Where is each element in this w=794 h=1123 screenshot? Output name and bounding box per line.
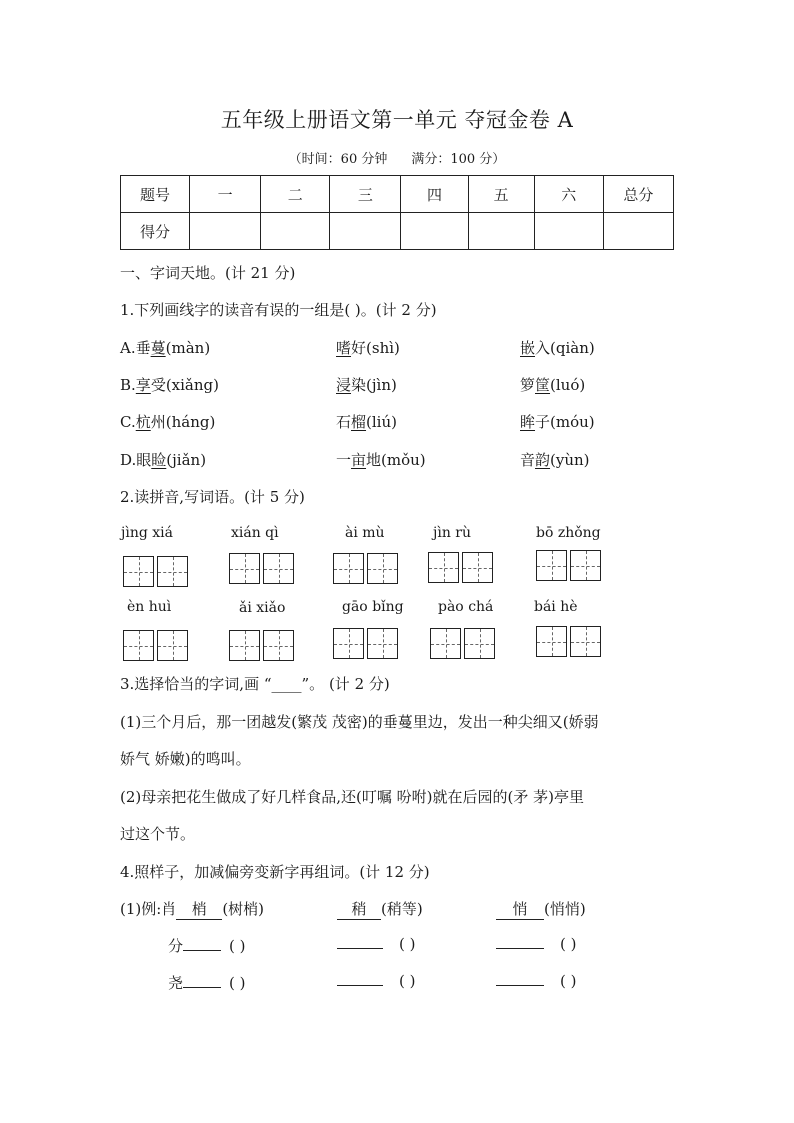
underlined-char: 韵 (535, 451, 551, 469)
question-1-stem: 1.下列画线字的读音有误的一组是( )。(计 2 分) (120, 301, 437, 319)
pinyin-label: ǎi xiǎo (239, 600, 286, 616)
exercise-row (168, 972, 246, 993)
section-heading: 一、字词天地。(计 21 分) (120, 264, 296, 282)
writing-cell[interactable] (229, 630, 260, 661)
underlined-char: 蔓 (150, 339, 166, 357)
writing-grid[interactable] (430, 628, 495, 659)
word-text: 州(háng) (150, 413, 216, 431)
page-title: 五年级上册语文第一单元 夺冠金卷 A (220, 108, 574, 132)
underlined-char: 榴 (351, 413, 367, 431)
score-table-row (121, 213, 674, 250)
pinyin-label: xián qì (231, 525, 279, 541)
word-text: (màn) (165, 339, 211, 357)
writing-grid[interactable] (536, 550, 601, 581)
score-cell[interactable] (190, 213, 261, 250)
score-cell[interactable] (330, 213, 401, 250)
answer-blank[interactable] (496, 948, 544, 949)
underlined-char: 杭 (135, 413, 151, 431)
exercise-row (496, 935, 576, 953)
writing-grid[interactable] (333, 628, 398, 659)
example-phrase: (树梢) (222, 900, 265, 918)
base-char: 分 (168, 937, 184, 955)
example-phrase: (悄悄) (544, 900, 586, 918)
example-label: (1)例:肖 (120, 900, 177, 918)
underlined-char: 嵌 (520, 339, 536, 357)
writing-cell[interactable] (157, 556, 188, 587)
option-item[interactable] (120, 449, 206, 470)
score-header-cell: 三 (330, 176, 401, 213)
score-header-cell: 五 (468, 176, 534, 213)
pinyin-label: pào chá (438, 599, 494, 615)
answer-blank[interactable] (337, 948, 383, 949)
writing-cell[interactable] (263, 630, 294, 661)
score-header-cell: 六 (534, 176, 603, 213)
option-letter: B. (120, 376, 136, 394)
writing-cell[interactable] (367, 553, 398, 584)
question-3-line: (2)母亲把花生做成了好几样食品,还(叮嘱 吩咐)就在后园的(矛 茅)亭里 (120, 788, 584, 806)
word-text: 箩 (520, 376, 536, 394)
option-letter: D. (120, 451, 137, 469)
writing-cell[interactable] (229, 553, 260, 584)
writing-cell[interactable] (462, 552, 493, 583)
answer-paren[interactable]: ( ) (399, 935, 416, 953)
option-letter: A. (120, 339, 136, 357)
score-table-header-row (121, 176, 674, 213)
pinyin-label: jìn rù (433, 525, 471, 541)
example-phrase: (稍等) (381, 900, 423, 918)
score-header-cell: 总分 (603, 176, 673, 213)
question-3-stem: 3.选择恰当的字词,画 “____”。 (计 2 分) (120, 675, 390, 693)
answer-blank[interactable] (337, 985, 383, 986)
answer-blank[interactable] (183, 950, 221, 951)
writing-cell[interactable] (333, 628, 364, 659)
writing-cell[interactable] (367, 628, 398, 659)
score-cell[interactable] (603, 213, 673, 250)
base-char: 尧 (168, 974, 184, 992)
answer-blank[interactable] (183, 987, 221, 988)
example-row (120, 898, 264, 920)
question-2-stem: 2.读拼音,写词语。(计 5 分) (120, 488, 305, 506)
word-text: 石 (336, 413, 352, 431)
word-text: 眼 (136, 451, 152, 469)
answer-paren[interactable]: ( ) (560, 972, 577, 990)
underlined-char: 浸 (336, 376, 352, 394)
writing-grid[interactable] (536, 626, 601, 657)
underlined-char: 嗜 (336, 339, 352, 357)
pinyin-label: gāo bǐng (342, 599, 404, 615)
answer-paren[interactable]: ( ) (560, 935, 577, 953)
word-text: 好(shì) (351, 339, 400, 357)
option-word (336, 374, 397, 395)
question-3-line: 过这个节。 (120, 825, 196, 843)
writing-cell[interactable] (333, 553, 364, 584)
score-cell[interactable] (261, 213, 330, 250)
word-text: 子(móu) (535, 413, 595, 431)
answer-paren[interactable]: ( ) (229, 937, 246, 955)
example-word: 悄 (496, 898, 544, 920)
score-cell[interactable] (468, 213, 534, 250)
writing-grid[interactable] (123, 556, 188, 587)
underlined-char: 亩 (351, 451, 367, 469)
pinyin-label: èn huì (127, 599, 172, 615)
underlined-char: 睑 (151, 451, 167, 469)
writing-grid[interactable] (229, 630, 294, 661)
writing-cell[interactable] (570, 626, 601, 657)
exercise-row (496, 972, 576, 990)
pinyin-label: bō zhǒng (536, 525, 601, 541)
writing-cell[interactable] (123, 630, 154, 661)
example-row (337, 898, 423, 920)
score-cell[interactable] (534, 213, 603, 250)
writing-grid[interactable] (428, 552, 493, 583)
word-text: 音 (520, 451, 536, 469)
option-word (520, 374, 585, 395)
pinyin-label: ài mù (345, 525, 385, 541)
score-cell[interactable] (401, 213, 468, 250)
exercise-row (337, 972, 415, 990)
word-text: (jiǎn) (166, 451, 207, 469)
underlined-char: 筐 (535, 376, 551, 394)
option-word (336, 337, 400, 358)
answer-paren[interactable]: ( ) (399, 972, 416, 990)
writing-cell[interactable] (536, 550, 567, 581)
option-word (520, 411, 595, 432)
word-text: 一 (336, 451, 352, 469)
writing-grid[interactable] (333, 553, 398, 584)
exercise-row (337, 935, 415, 953)
score-header-cell: 一 (190, 176, 261, 213)
score-header-cell: 二 (261, 176, 330, 213)
word-text: 受(xiǎng) (150, 376, 219, 394)
writing-cell[interactable] (536, 626, 567, 657)
writing-cell[interactable] (464, 628, 495, 659)
pinyin-label: bái hè (534, 599, 578, 615)
time-limit: （时间：60 分钟 (288, 152, 388, 167)
answer-blank[interactable] (496, 985, 544, 986)
example-word: 梢 (176, 898, 222, 920)
option-item[interactable] (120, 337, 210, 358)
word-text: (yùn) (550, 451, 590, 469)
option-word (336, 411, 397, 432)
question-3-line: 娇气 娇嫩)的鸣叫。 (120, 750, 251, 768)
full-score: 满分：100 分） (411, 152, 506, 167)
underlined-char: 眸 (520, 413, 536, 431)
exercise-row (168, 935, 246, 956)
underlined-char: 享 (135, 376, 151, 394)
question-3-line: (1)三个月后，那一团越发(繁茂 茂密)的垂蔓里边，发出一种尖细又(娇弱 (120, 713, 599, 731)
option-item[interactable] (120, 411, 215, 432)
answer-paren[interactable]: ( ) (229, 974, 246, 992)
pinyin-label: jìng xiá (121, 525, 173, 541)
question-4-stem: 4.照样子，加减偏旁变新字再组词。(计 12 分) (120, 863, 430, 881)
score-header-cell: 四 (401, 176, 468, 213)
score-header-cell: 题号 (121, 176, 190, 213)
option-word (520, 449, 590, 470)
option-word (520, 337, 595, 358)
word-text: (liú) (366, 413, 397, 431)
writing-grid[interactable] (123, 630, 188, 661)
writing-cell[interactable] (157, 630, 188, 661)
option-letter: C. (120, 413, 136, 431)
example-row (496, 898, 586, 920)
score-row-label: 得分 (121, 213, 190, 250)
exam-meta (0, 148, 794, 167)
word-text: 垂 (135, 339, 151, 357)
example-word: 稍 (337, 898, 381, 920)
word-text: (luó) (550, 376, 586, 394)
writing-cell[interactable] (428, 552, 459, 583)
writing-cell[interactable] (123, 556, 154, 587)
writing-cell[interactable] (570, 550, 601, 581)
writing-cell[interactable] (263, 553, 294, 584)
writing-cell[interactable] (430, 628, 461, 659)
option-item[interactable] (120, 374, 219, 395)
writing-grid[interactable] (229, 553, 294, 584)
score-table (120, 175, 674, 250)
option-word (336, 449, 426, 470)
word-text: 入(qiàn) (535, 339, 595, 357)
word-text: 染(jìn) (351, 376, 397, 394)
word-text: 地(mǒu) (366, 451, 426, 469)
